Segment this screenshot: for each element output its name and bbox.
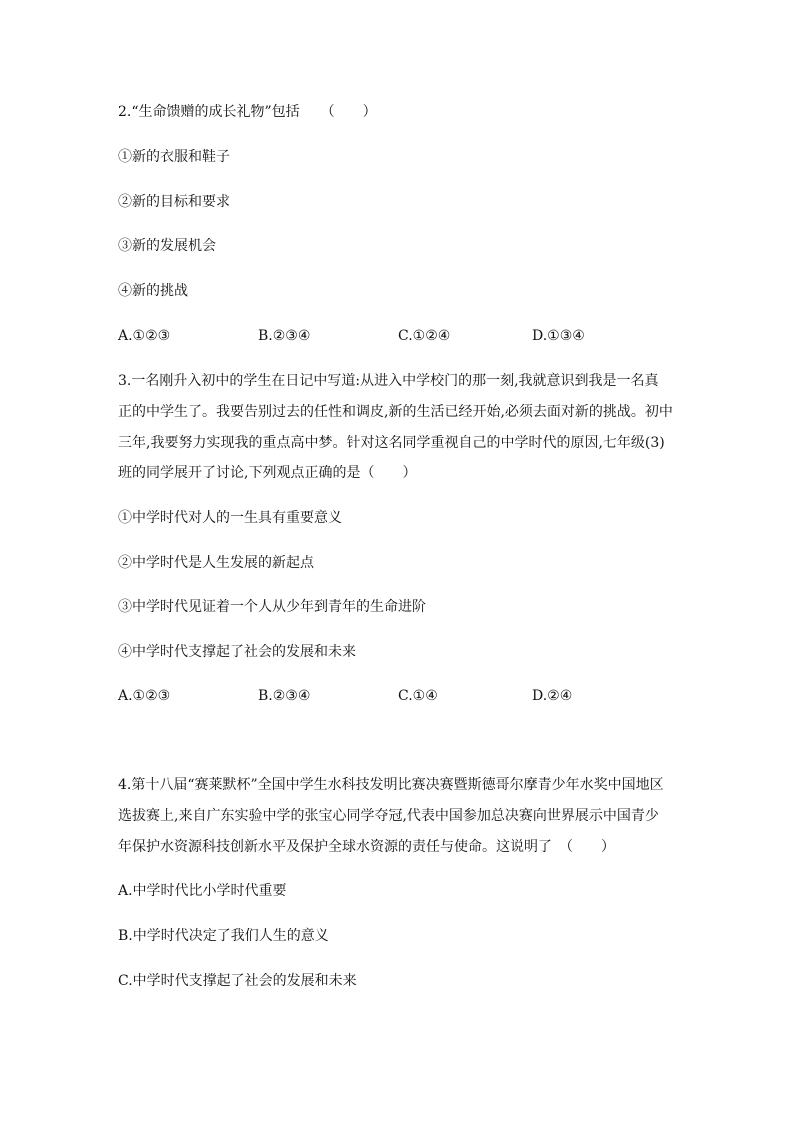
q4-stem-line-2: 选拔赛上,来自广东实验中学的张宝心同学夺冠,代表中国参加总决赛向世界展示中国青少 [118,808,659,824]
q2-option-2: ②新的目标和要求 [118,194,230,210]
q4-stem-line-1: 4.第十八届“赛莱默杯”全国中学生水科技发明比赛决赛暨斯德哥尔摩青少年水奖中国地区 [118,777,664,793]
q3-choice-a: A.①②③ [118,688,171,704]
q2-option-1: ①新的衣服和鞋子 [118,149,230,165]
q3-choice-b: B.②③④ [258,688,311,704]
q2-choice-c: C.①②④ [398,328,451,344]
q4-option-a: A.中学时代比小学时代重要 [118,883,287,899]
q3-option-1: ①中学时代对人的一生具有重要意义 [118,510,342,526]
q3-option-2: ②中学时代是人生发展的新起点 [118,555,314,571]
q3-stem-line-2: 正的中学生了。我要告别过去的任性和调皮,新的生活已经开始,必须去面对新的挑战。初中 [118,404,673,420]
q3-option-3: ③中学时代见证着一个人从少年到青年的生命进阶 [118,599,426,615]
q3-stem-line-3: 三年,我要努力实现我的重点高中梦。针对这名同学重视自己的中学时代的原因,七年级(3) [118,435,665,451]
q4-option-c: C.中学时代支撑起了社会的发展和未来 [118,973,357,989]
q3-choice-d: D.②④ [532,688,573,704]
q3-option-4: ④中学时代支撑起了社会的发展和未来 [118,644,356,660]
q2-choice-b: B.②③④ [258,328,311,344]
q2-choice-d: D.①③④ [532,328,585,344]
q2-option-3: ③新的发展机会 [118,238,216,254]
q2-stem: 2.“生命馈赠的成长礼物”包括 （ ） [118,104,377,120]
q4-option-b: B.中学时代决定了我们人生的意义 [118,928,329,944]
q3-choice-c: C.①④ [398,688,438,704]
q4-stem-line-3: 年保护水资源科技创新水平及保护全球水资源的责任与使命。这说明了 （ ） [118,839,615,855]
q3-stem-line-1: 3.一名刚升入初中的学生在日记中写道:从进入中学校门的那一刻,我就意识到我是一名真 [118,373,659,389]
q2-option-4: ④新的挑战 [118,283,188,299]
q2-choice-a: A.①②③ [118,328,171,344]
q3-stem-line-4: 班的同学展开了讨论,下列观点正确的是（ ） [118,465,417,481]
